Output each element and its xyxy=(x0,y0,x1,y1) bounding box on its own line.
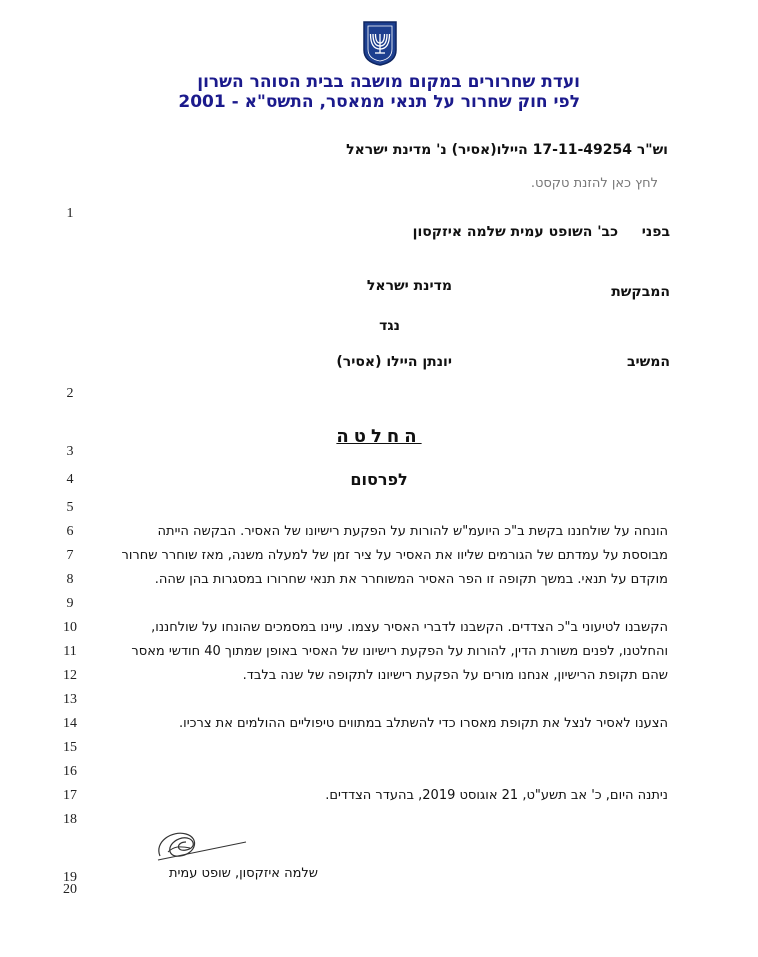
case-title: וש"ר 17-11-49254 היילו(אסיר) נ' מדינת ישראל xyxy=(346,142,668,158)
line-number: 9 xyxy=(66,596,74,611)
applicant-label: המבקשת xyxy=(611,284,670,300)
paragraph-line: הקשבנו לטיעוני ב"כ הצדדים. הקשבנו לדברי האסיר עצמו. עיינו במסמכים שהונחו על שולחננו, xyxy=(151,620,668,635)
versus-text: נגד xyxy=(379,318,400,334)
state-emblem-icon xyxy=(362,20,398,66)
law-title: לפי חוק שחרור על תנאי ממאסר, התשס"א - 2001 xyxy=(178,92,580,112)
line-number: 6 xyxy=(66,524,74,539)
line-number: 15 xyxy=(63,740,77,755)
signature-name: שלמה איזקסון, שופט עמית xyxy=(168,866,318,881)
committee-title: ועדת שחרורים במקום מושבה בבית הסוהר השרון xyxy=(197,72,580,92)
before-label: בפני xyxy=(641,224,670,240)
paragraph-line: והחלטנו, לפנים משורת הדין, להורות על הפקעת רישיונו של האסיר באופן שמתוך 40 חודשי מאסר xyxy=(131,644,668,659)
line-number: 10 xyxy=(63,620,77,635)
line-number: 11 xyxy=(63,644,77,659)
respondent-name: יונתן היילו (אסיר) xyxy=(336,354,452,370)
paragraph-line: הונחה על שולחננו בקשת ב"כ היועמ"ש להורות על הפקעת רישיונו של האסיר. הבקשה הייתה xyxy=(157,524,668,539)
line-number: 8 xyxy=(66,572,74,587)
publication-label: לפרסום xyxy=(350,470,408,489)
line-number: 1 xyxy=(66,206,74,221)
line-number: 5 xyxy=(66,500,74,515)
line-number: 4 xyxy=(66,472,74,487)
line-number: 18 xyxy=(63,812,77,827)
paragraph-line: הצענו לאסיר לנצל את תקופת מאסרו כדי להשתלב במתווים טיפוליים ההולמים את צרכיו. xyxy=(179,716,668,731)
line-number: 3 xyxy=(66,444,74,459)
line-number: 7 xyxy=(66,548,74,563)
paragraph-line: שהם תקופת הרישיון, אנחנו מורים על הפקעת רישיונו לתקופה של שנה בלבד. xyxy=(242,668,668,683)
line-number: 19 xyxy=(63,870,77,885)
paragraph-line: מבוססת על עמדתם של הגורמים שליוו את האסיר על ציר זמן של למעלה משנה, מאז שוחרר שחרור xyxy=(121,548,668,563)
given-date-line: ניתנה היום, כ' אב תשע"ט, 21 אוגוסט 2019, בהעדר הצדדים. xyxy=(325,788,668,803)
signature-image xyxy=(150,820,250,868)
applicant-name: מדינת ישראל xyxy=(366,278,452,294)
text-entry-placeholder[interactable]: לחץ כאן להזנת טקסט. xyxy=(530,176,658,191)
line-number: 16 xyxy=(63,764,77,779)
judge-name: כב' השופט עמית שלמה איזקסון xyxy=(412,224,618,240)
line-number: 13 xyxy=(63,692,77,707)
line-number: 14 xyxy=(63,716,77,731)
line-number: 2 xyxy=(66,386,74,401)
line-number: 17 xyxy=(63,788,77,803)
paragraph-line: מוקדם על תנאי. במשך תקופה זו הפר האסיר המשוחרר את תנאי שחרורו במסגרות בהן שהה. xyxy=(154,572,668,587)
decision-title: החלטה xyxy=(336,426,422,447)
line-number: 12 xyxy=(63,668,77,683)
line-number: 20 xyxy=(63,882,77,897)
respondent-label: המשיב xyxy=(626,354,670,370)
